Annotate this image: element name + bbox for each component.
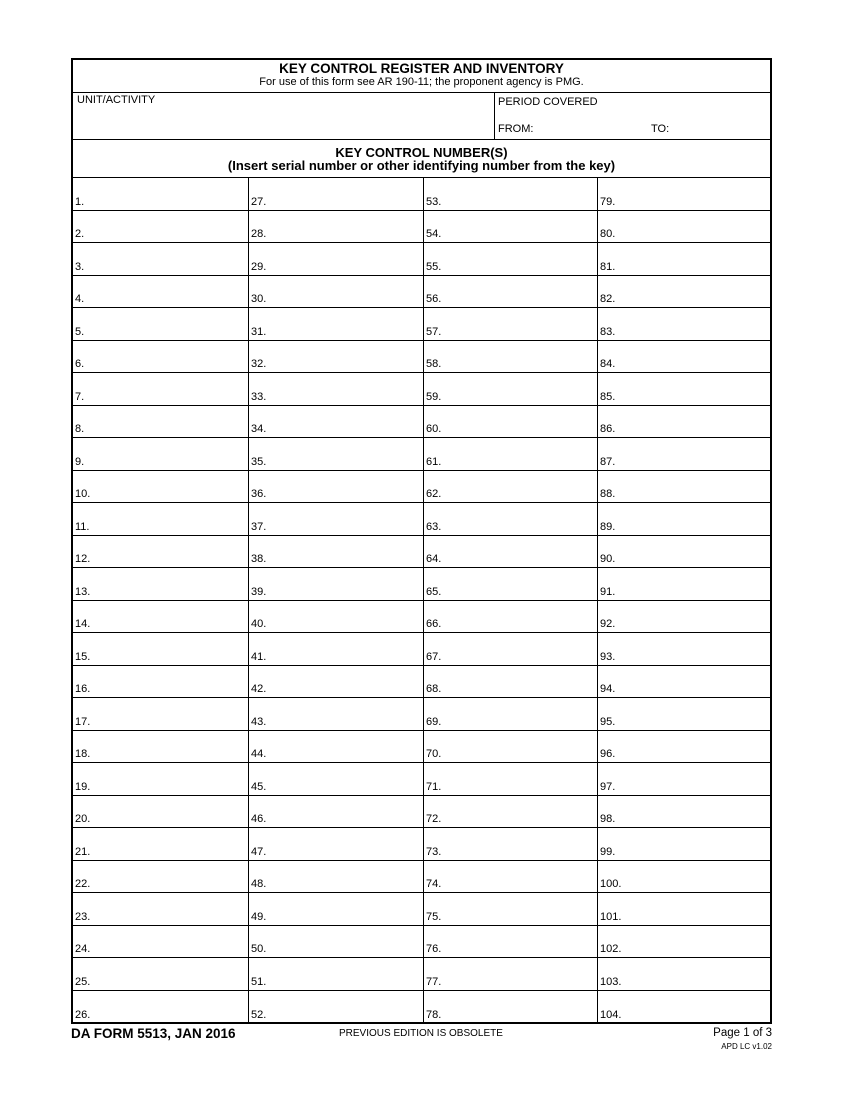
- key-number-label: 10.: [75, 488, 91, 500]
- key-number-label: 51.: [251, 975, 267, 988]
- unit-activity-field[interactable]: [73, 93, 495, 140]
- key-number-label: 72.: [426, 813, 442, 825]
- key-number-label: 36.: [251, 488, 267, 500]
- form-subtitle: For use of this form see AR 190-11; the proponent agency is PMG.: [259, 76, 584, 88]
- edition-note: PREVIOUS EDITION IS OBSOLETE: [339, 1028, 503, 1039]
- key-number-cell[interactable]: [73, 698, 248, 731]
- version-label: APD LC v1.02: [721, 1042, 772, 1051]
- key-number-cell[interactable]: [73, 991, 248, 1024]
- key-number-cell[interactable]: [249, 536, 423, 569]
- key-number-label: 5.: [75, 325, 85, 338]
- key-number-label: 65.: [426, 585, 442, 598]
- key-number-label: 93.: [600, 650, 616, 663]
- key-number-label: 102.: [600, 943, 622, 955]
- key-number-cell[interactable]: [598, 958, 772, 991]
- key-number-label: 2.: [75, 228, 85, 240]
- key-number-label: 54.: [426, 228, 442, 240]
- key-number-cell[interactable]: [73, 633, 248, 666]
- key-number-label: 68.: [426, 683, 442, 695]
- key-number-cell[interactable]: [249, 243, 423, 276]
- key-number-label: 28.: [251, 228, 267, 240]
- key-number-label: 14.: [75, 618, 91, 630]
- key-number-cell[interactable]: [598, 568, 772, 601]
- key-number-cell[interactable]: [73, 211, 248, 244]
- key-number-cell[interactable]: [598, 991, 772, 1024]
- key-number-label: 89.: [600, 520, 616, 533]
- key-number-cell[interactable]: [598, 796, 772, 829]
- key-number-cell[interactable]: [249, 633, 423, 666]
- key-number-label: 12.: [75, 553, 91, 565]
- key-number-cell[interactable]: [424, 178, 597, 211]
- key-number-label: 11.: [75, 520, 90, 533]
- key-number-cell[interactable]: [598, 438, 772, 471]
- key-number-label: 60.: [426, 423, 442, 435]
- key-number-cell[interactable]: [424, 341, 597, 374]
- key-number-label: 97.: [600, 780, 616, 793]
- key-number-cell[interactable]: [598, 828, 772, 861]
- key-number-cell[interactable]: [598, 536, 772, 569]
- key-number-label: 88.: [600, 488, 616, 500]
- key-number-label: 91.: [600, 585, 616, 598]
- key-number-cell[interactable]: [73, 243, 248, 276]
- key-number-label: 6.: [75, 358, 85, 370]
- key-number-cell[interactable]: [73, 471, 248, 504]
- key-number-label: 18.: [75, 748, 91, 760]
- key-number-cell[interactable]: [249, 861, 423, 894]
- key-number-cell[interactable]: [424, 926, 597, 959]
- key-number-label: 3.: [75, 260, 85, 273]
- key-number-label: 61.: [426, 455, 442, 468]
- key-number-label: 24.: [75, 943, 91, 955]
- key-number-label: 7.: [75, 390, 85, 403]
- key-number-cell[interactable]: [73, 763, 248, 796]
- key-number-cell[interactable]: [424, 828, 597, 861]
- key-number-label: 19.: [75, 780, 91, 793]
- key-number-cell[interactable]: [424, 633, 597, 666]
- key-number-label: 9.: [75, 455, 85, 468]
- key-number-label: 20.: [75, 813, 91, 825]
- key-number-label: 17.: [75, 715, 91, 728]
- key-number-label: 37.: [251, 520, 267, 533]
- key-number-label: 64.: [426, 553, 442, 565]
- key-number-label: 76.: [426, 943, 442, 955]
- key-number-cell[interactable]: [73, 926, 248, 959]
- key-number-cell[interactable]: [598, 698, 772, 731]
- key-number-cell[interactable]: [598, 406, 772, 439]
- key-number-label: 103.: [600, 975, 622, 988]
- key-number-cell[interactable]: [424, 211, 597, 244]
- key-number-label: 25.: [75, 975, 91, 988]
- form-id: DA FORM 5513, JAN 2016: [71, 1026, 236, 1041]
- key-number-cell[interactable]: [73, 406, 248, 439]
- key-number-label: 45.: [251, 780, 267, 793]
- key-number-label: 57.: [426, 325, 442, 338]
- key-number-cell[interactable]: [249, 276, 423, 309]
- key-number-cell[interactable]: [598, 341, 772, 374]
- key-number-label: 29.: [251, 260, 267, 273]
- section-subtitle: (Insert serial number or other identifying number from the key): [227, 158, 616, 173]
- key-number-cell[interactable]: [424, 503, 597, 536]
- key-number-cell[interactable]: [73, 341, 248, 374]
- key-number-label: 56.: [426, 293, 442, 305]
- key-number-label: 31.: [251, 325, 267, 338]
- key-number-cell[interactable]: [424, 276, 597, 309]
- key-number-cell[interactable]: [249, 698, 423, 731]
- key-number-cell[interactable]: [73, 958, 248, 991]
- key-number-label: 70.: [426, 748, 442, 760]
- key-number-cell[interactable]: [73, 731, 248, 764]
- key-number-cell[interactable]: [249, 796, 423, 829]
- key-number-label: 58.: [426, 358, 442, 370]
- key-number-label: 101.: [600, 910, 622, 923]
- key-number-label: 23.: [75, 910, 91, 923]
- key-number-label: 4.: [75, 293, 85, 305]
- key-number-cell[interactable]: [424, 568, 597, 601]
- key-number-label: 82.: [600, 293, 616, 305]
- key-number-cell[interactable]: [424, 958, 597, 991]
- key-number-cell[interactable]: [424, 373, 597, 406]
- key-number-cell[interactable]: [424, 406, 597, 439]
- key-number-cell[interactable]: [598, 211, 772, 244]
- key-number-label: 90.: [600, 553, 616, 565]
- key-number-label: 77.: [426, 975, 442, 988]
- key-number-cell[interactable]: [249, 666, 423, 699]
- key-number-label: 59.: [426, 390, 442, 403]
- key-number-label: 49.: [251, 910, 267, 923]
- key-number-cell[interactable]: [73, 828, 248, 861]
- key-number-label: 47.: [251, 845, 267, 858]
- key-number-grid: [73, 178, 770, 1023]
- key-number-cell[interactable]: [598, 276, 772, 309]
- key-number-label: 39.: [251, 585, 267, 598]
- key-number-label: 86.: [600, 423, 616, 435]
- key-number-cell[interactable]: [73, 438, 248, 471]
- key-number-cell[interactable]: [73, 536, 248, 569]
- key-number-label: 33.: [251, 390, 267, 403]
- key-number-cell[interactable]: [424, 893, 597, 926]
- key-number-cell[interactable]: [249, 211, 423, 244]
- key-number-cell[interactable]: [424, 991, 597, 1024]
- key-number-cell[interactable]: [598, 503, 772, 536]
- key-number-label: 83.: [600, 325, 616, 338]
- key-number-cell[interactable]: [598, 731, 772, 764]
- grid-column: [73, 178, 249, 1023]
- period-covered-label: PERIOD COVERED: [498, 96, 598, 108]
- key-number-cell[interactable]: [249, 438, 423, 471]
- section-title: KEY CONTROL NUMBER(S): [335, 145, 508, 160]
- key-number-cell[interactable]: [249, 406, 423, 439]
- key-number-cell[interactable]: [424, 243, 597, 276]
- key-number-label: 42.: [251, 683, 267, 695]
- form-header: [73, 60, 770, 93]
- from-label[interactable]: FROM:: [498, 123, 534, 135]
- grid-column: [424, 178, 598, 1023]
- key-number-cell[interactable]: [424, 438, 597, 471]
- key-number-label: 67.: [426, 650, 442, 663]
- key-number-cell[interactable]: [249, 178, 423, 211]
- key-number-label: 8.: [75, 423, 85, 435]
- key-number-cell[interactable]: [424, 731, 597, 764]
- key-number-cell[interactable]: [424, 861, 597, 894]
- key-number-label: 87.: [600, 455, 616, 468]
- key-number-cell[interactable]: [73, 178, 248, 211]
- key-number-cell[interactable]: [249, 341, 423, 374]
- key-number-label: 96.: [600, 748, 616, 760]
- key-number-label: 85.: [600, 390, 616, 403]
- grid-column: [598, 178, 772, 1023]
- key-number-cell[interactable]: [249, 308, 423, 341]
- key-number-label: 100.: [600, 878, 622, 890]
- key-number-cell[interactable]: [598, 861, 772, 894]
- key-number-label: 48.: [251, 878, 267, 890]
- key-number-cell[interactable]: [424, 763, 597, 796]
- key-number-label: 46.: [251, 813, 267, 825]
- key-number-label: 71.: [426, 780, 442, 793]
- key-number-label: 30.: [251, 293, 267, 305]
- key-number-cell[interactable]: [249, 731, 423, 764]
- key-number-label: 52.: [251, 1009, 267, 1021]
- key-number-cell[interactable]: [598, 308, 772, 341]
- key-number-label: 50.: [251, 943, 267, 955]
- key-number-cell[interactable]: [424, 698, 597, 731]
- unit-activity-label: UNIT/ACTIVITY: [77, 94, 156, 106]
- key-number-label: 99.: [600, 845, 616, 858]
- key-number-label: 79.: [600, 195, 616, 208]
- key-number-cell[interactable]: [424, 601, 597, 634]
- key-number-cell[interactable]: [598, 243, 772, 276]
- key-number-cell[interactable]: [598, 373, 772, 406]
- key-number-label: 63.: [426, 520, 442, 533]
- key-number-label: 84.: [600, 358, 616, 370]
- key-number-label: 55.: [426, 260, 442, 273]
- key-number-label: 78.: [426, 1009, 442, 1021]
- section-header: [73, 140, 770, 178]
- key-number-cell[interactable]: [249, 568, 423, 601]
- key-number-cell[interactable]: [73, 893, 248, 926]
- key-number-label: 13.: [75, 585, 91, 598]
- key-number-label: 104.: [600, 1009, 622, 1021]
- key-number-label: 95.: [600, 715, 616, 728]
- key-number-label: 74.: [426, 878, 442, 890]
- key-number-label: 69.: [426, 715, 442, 728]
- key-number-label: 21.: [75, 845, 91, 858]
- page-indicator: Page 1 of 3: [713, 1027, 772, 1039]
- key-number-label: 73.: [426, 845, 442, 858]
- key-number-cell[interactable]: [249, 958, 423, 991]
- key-number-cell[interactable]: [598, 666, 772, 699]
- key-number-label: 34.: [251, 423, 267, 435]
- key-number-cell[interactable]: [73, 373, 248, 406]
- key-number-label: 98.: [600, 813, 616, 825]
- grid-column: [249, 178, 424, 1023]
- key-number-cell[interactable]: [73, 568, 248, 601]
- key-number-cell[interactable]: [249, 601, 423, 634]
- key-number-label: 22.: [75, 878, 91, 890]
- period-covered-field: [495, 93, 770, 140]
- key-number-cell[interactable]: [424, 536, 597, 569]
- key-number-label: 92.: [600, 618, 616, 630]
- key-number-cell[interactable]: [598, 926, 772, 959]
- key-number-cell[interactable]: [249, 893, 423, 926]
- key-number-label: 41.: [251, 650, 267, 663]
- key-number-cell[interactable]: [73, 503, 248, 536]
- key-number-cell[interactable]: [598, 893, 772, 926]
- key-control-form: [71, 58, 772, 1024]
- key-number-cell[interactable]: [424, 308, 597, 341]
- key-number-cell[interactable]: [424, 666, 597, 699]
- key-number-cell[interactable]: [73, 308, 248, 341]
- key-number-cell[interactable]: [249, 471, 423, 504]
- key-number-cell[interactable]: [598, 178, 772, 211]
- key-number-cell[interactable]: [598, 471, 772, 504]
- key-number-label: 35.: [251, 455, 267, 468]
- key-number-cell[interactable]: [598, 763, 772, 796]
- key-number-cell[interactable]: [73, 796, 248, 829]
- key-number-label: 81.: [600, 260, 616, 273]
- key-number-cell[interactable]: [73, 601, 248, 634]
- key-number-cell[interactable]: [249, 828, 423, 861]
- key-number-cell[interactable]: [424, 471, 597, 504]
- key-number-cell[interactable]: [598, 601, 772, 634]
- key-number-cell[interactable]: [73, 666, 248, 699]
- key-number-label: 75.: [426, 910, 442, 923]
- key-number-label: 27.: [251, 195, 267, 208]
- key-number-label: 43.: [251, 715, 267, 728]
- key-number-label: 44.: [251, 748, 267, 760]
- key-number-label: 32.: [251, 358, 267, 370]
- key-number-cell[interactable]: [73, 861, 248, 894]
- key-number-label: 80.: [600, 228, 616, 240]
- key-number-label: 40.: [251, 618, 267, 630]
- key-number-label: 1.: [75, 195, 85, 208]
- key-number-label: 38.: [251, 553, 267, 565]
- key-number-cell[interactable]: [249, 503, 423, 536]
- key-number-label: 53.: [426, 195, 442, 208]
- key-number-label: 15.: [75, 650, 91, 663]
- key-number-cell[interactable]: [249, 991, 423, 1024]
- key-number-cell[interactable]: [249, 763, 423, 796]
- key-number-cell[interactable]: [598, 633, 772, 666]
- key-number-label: 66.: [426, 618, 442, 630]
- key-number-cell[interactable]: [424, 796, 597, 829]
- to-label[interactable]: TO:: [651, 123, 670, 135]
- form-title: KEY CONTROL REGISTER AND INVENTORY: [279, 61, 564, 76]
- key-number-label: 94.: [600, 683, 616, 695]
- key-number-label: 26.: [75, 1009, 91, 1021]
- form-footer: [71, 1026, 772, 1056]
- key-number-cell[interactable]: [249, 373, 423, 406]
- key-number-label: 62.: [426, 488, 442, 500]
- key-number-cell[interactable]: [73, 276, 248, 309]
- key-number-cell[interactable]: [249, 926, 423, 959]
- key-number-label: 16.: [75, 683, 91, 695]
